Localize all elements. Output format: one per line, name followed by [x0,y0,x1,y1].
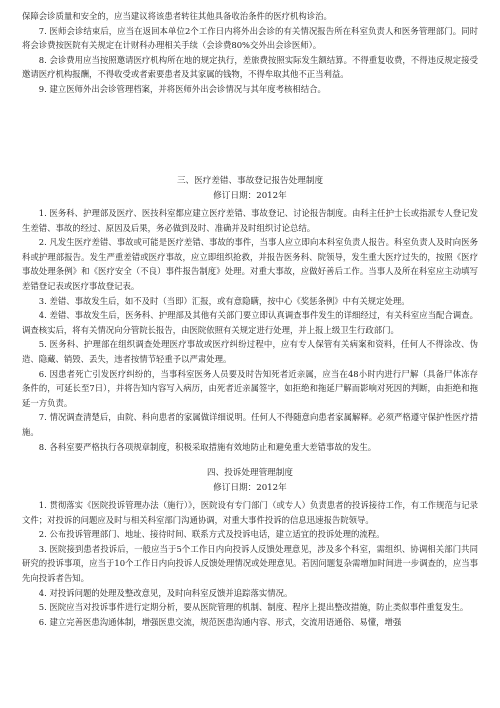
paragraph: 3. 医院接到患者投诉后，一般应当于5个工作日内向投诉人反馈处理意见，涉及多个科室，需组织、协调相关部门共同研究的投诉事项，应当于10个工作日内向投诉人反馈处理情况或处理意见。若因问题复杂需增加时间进一步调查的，应当事先向投诉者告知。 [22,543,478,583]
section-body [0,498,500,629]
revision-date: 修订日期：2012年 [213,191,287,201]
section-header [0,466,500,496]
section-header [0,174,500,204]
paragraph: 2. 公布投诉管理部门、地址、接待时间、联系方式及投诉电话，建立适宜的投诉处理的流程。 [38,529,385,540]
paragraph: 9. 建立医师外出会诊管理档案，并将医师外出会诊情况与其年度考核相结合。 [38,83,326,94]
section-title: 四、投诉处理管理制度 [207,468,293,478]
paragraph: 1. 贯彻落实《医院投诉管理办法（施行）》，医院设有专门部门（或专人）负责患者的投诉接待工作，有工作规范与记录文件；对投诉的问题应及时与相关科室部门沟通协调，对重大事件投诉的信息迅速报告院领导。 [22,500,478,525]
paragraph: 4. 差错、事故发生后，医务科、护理部及其他有关部门要立即认真调查事件发生的详细经过，有关科室应当配合调查。调查核实后，将有关情况向分管院长报告，由医院依照有关规定进行处理，并上报上级卫生行政部门。 [22,310,478,335]
paragraph: 3. 差错、事故发生后，如不及时（当即）汇报，或有意隐瞒，按中心《奖惩条例》中有关规定处理。 [38,295,410,306]
paragraph: 7. 情况调查清楚后，由院、科向患者的家属做详细说明。任何人不得随意向患者家属解释。必须严格遵守保护性医疗措施。 [22,412,478,437]
paragraph: 8. 会诊费用应当按照邀请医疗机构所在地的规定执行，差旅费按照实际发生额结算。不得重复收费，不得违反规定接受邀请医疗机构报酬，不得收受或者索要患者及其家属的钱物，不得牟取其他不正当利益。 [22,54,478,80]
paragraph: 6. 因患者死亡引发医疗纠纷的，当事科室医务人员要及时告知死者近亲属，应当在48小时内进行尸解（具备尸体冻存条件的，可延长至7日），并将告知内容写入病历，由死者近亲属签字，如拒绝和拖延尸解而影响对死因的判断，由拒绝和拖延一方负责。 [22,368,478,408]
paragraph: 7. 医师会诊结束后，应当在返回本单位2个工作日内将外出会诊的有关情况报告所在科室负责人和医务管理部门。同时将会诊费按医院有关规定在计财科办理相关手续（会诊费80%交外出会诊医师）。 [22,25,478,51]
paragraph: 4. 对投诉问题的处理及整改意见，及时向科室反馈并追踪落实情况。 [38,587,293,598]
section-body [0,206,500,454]
paragraph: 5. 医务科、护理部在组织调查处理医疗事故或医疗纠纷过程中，应有专人保管有关病案和资料，任何人不得涂改、伪造、隐藏、销毁、丢失，违者按情节轻重予以严肃处理。 [22,339,478,364]
paragraph: 6. 建立完善医患沟通体制，增强医患交流，规范医患沟通内容、形式，交流用语通俗、易懂，增强 [38,616,402,627]
paragraph: 2. 凡发生医疗差错、事故或可能是医疗差错、事故的事件，当事人应立即向本科室负责人报告。科室负责人及时向医务科或护理部报告。发生严重差错或医疗事故，应立即组织抢救，并报告医务科、院领导，发生重大医疗过失的，按照《医疗事故处理条例》和《医疗安全（不良）事件报告制度》处理。对重大事故，应做好善后工作。当事人及所在科室应主动填写差错登记表或医疗事故登记表。 [22,237,478,291]
section-title: 三、医疗差错、事故登记报告处理制度 [176,176,324,186]
paragraph: 1. 医务科、护理部及医疗、医技科室都应建立医疗差错、事故登记、讨论报告制度。由科主任护士长或指派专人登记发生差错、事故的经过、原因及后果，务必做到及时、准确并及时组织讨论总结。 [22,208,478,233]
paragraph: 8. 各科室要严格执行各项规章制度，积极采取措施有效地防止和避免重大差错事故的发生。 [38,441,377,452]
revision-date: 修订日期：2012年 [213,483,287,493]
intro-section [0,9,500,97]
paragraph: 5. 医院应当对投诉事件进行定期分析，要从医院管理的机制、制度、程序上提出整改措施，防止类似事件重复发生。 [38,602,469,613]
paragraph: 保障会诊质量和安全的，应当建议将该患者转往其他具备收治条件的医疗机构诊治。 [22,11,332,21]
